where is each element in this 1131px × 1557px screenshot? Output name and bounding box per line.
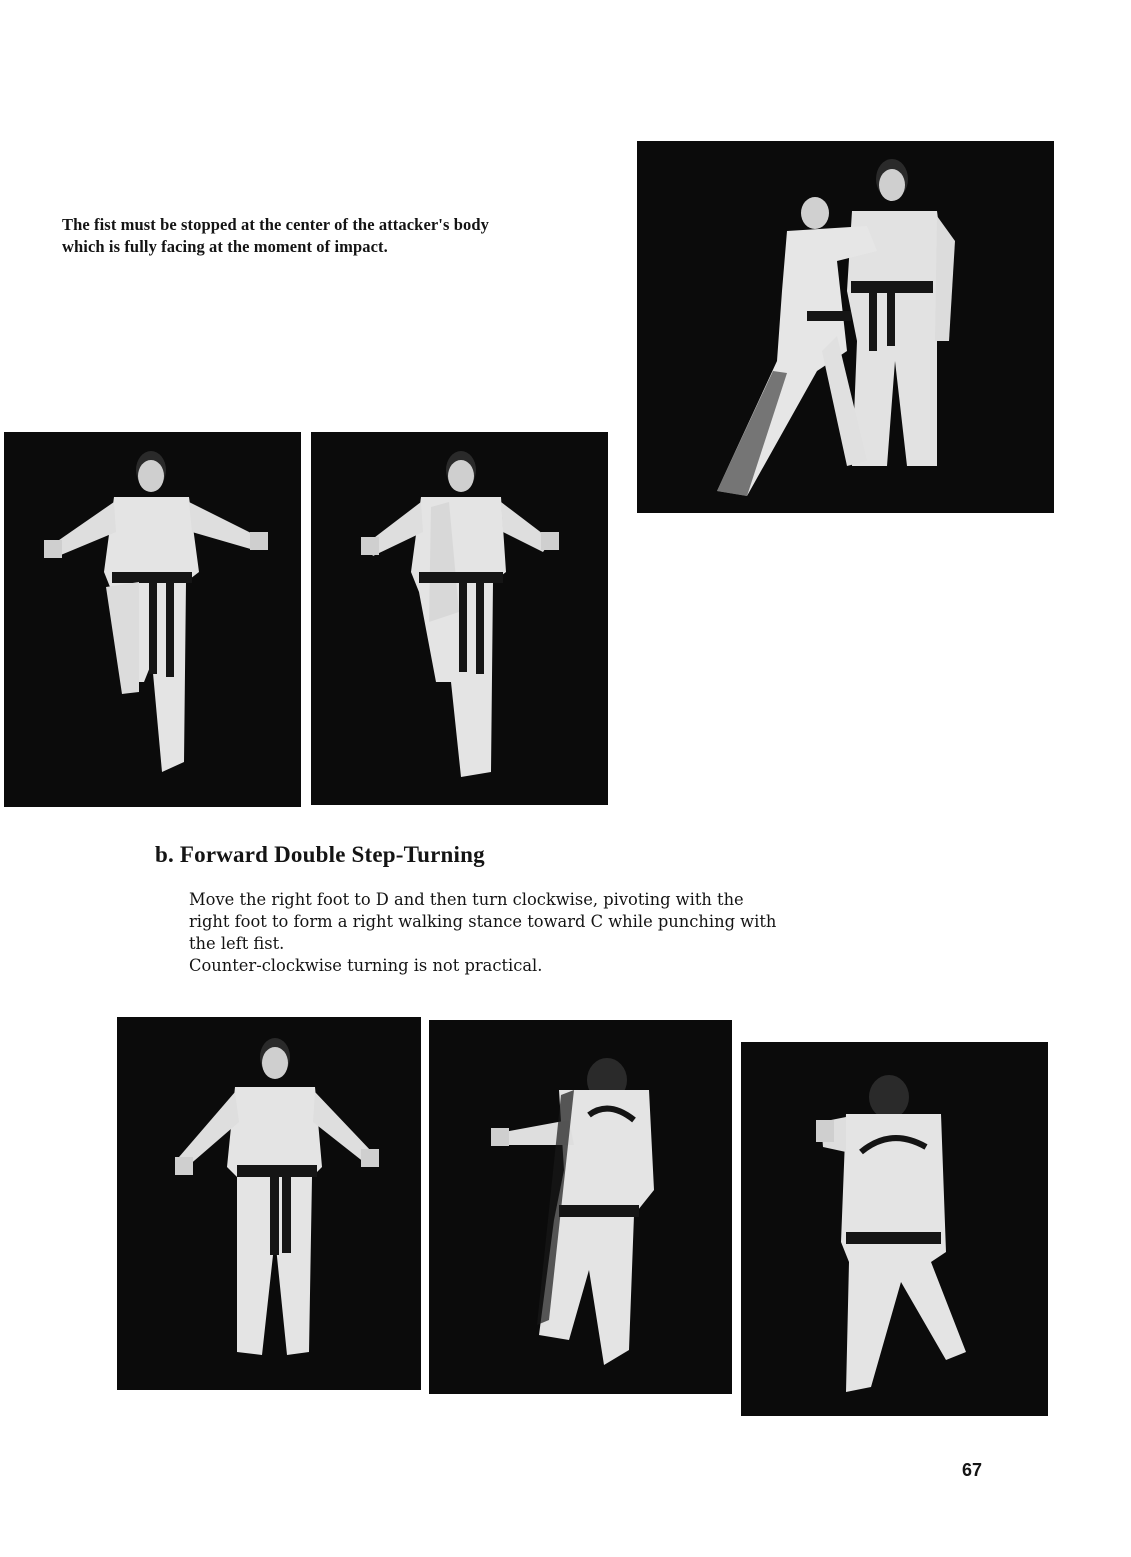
two-person-block-figure <box>637 141 1054 513</box>
photo-front-kick <box>311 432 608 805</box>
front-kick-figure <box>311 432 608 805</box>
section-body <box>189 889 949 977</box>
caption-line-1: The fist must be stopped at the center of the attacker's body <box>62 215 489 234</box>
photo-back-punch <box>741 1042 1048 1416</box>
body-line-3: the left fist. <box>189 934 285 953</box>
photo-front-knee-raise <box>4 432 301 807</box>
page-number: 67 <box>962 1460 983 1480</box>
body-line-1: Move the right foot to D and then turn clockwise, pivoting with the <box>189 890 744 909</box>
photo-turning-step <box>429 1020 732 1394</box>
photo-ready-stance <box>117 1017 421 1390</box>
section-heading: b. Forward Double Step-Turning <box>155 842 485 867</box>
turning-step-figure <box>429 1020 732 1394</box>
photo-caption <box>62 214 632 258</box>
body-line-2: right foot to form a right walking stance toward C while punching with <box>189 912 777 931</box>
photo-two-person-block <box>637 141 1054 513</box>
ready-stance-figure <box>117 1017 421 1390</box>
caption-line-2: which is fully facing at the moment of impact. <box>62 237 388 256</box>
knee-raise-figure <box>4 432 301 807</box>
body-line-4: Counter-clockwise turning is not practical. <box>189 956 543 975</box>
back-punch-figure <box>741 1042 1048 1416</box>
